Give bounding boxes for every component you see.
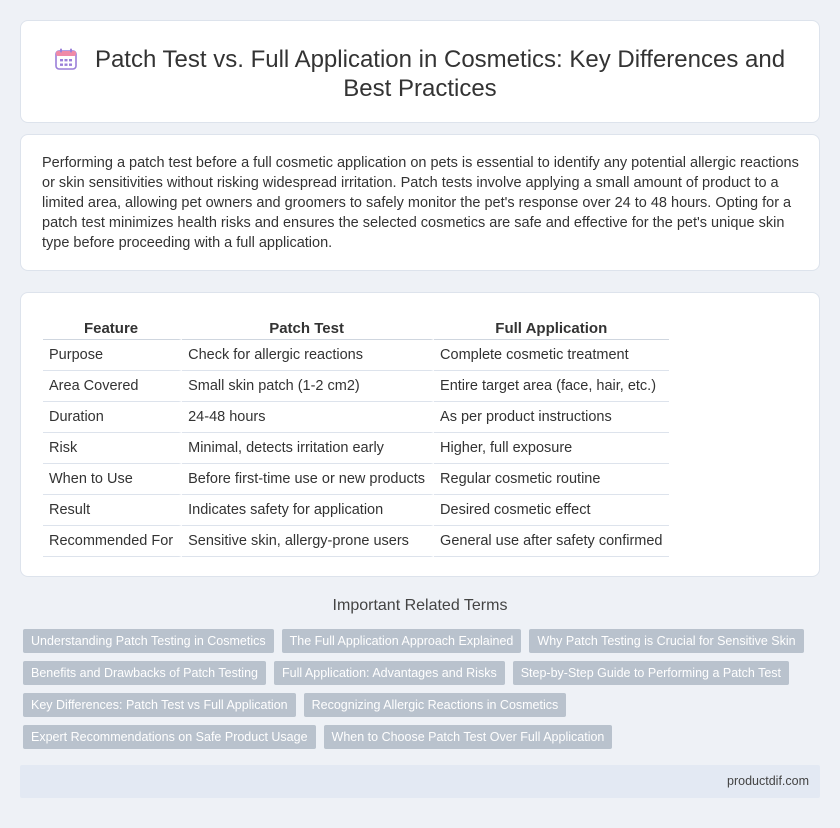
row-full-application: As per product instructions	[434, 402, 668, 433]
row-feature: Result	[43, 495, 182, 526]
table-row	[43, 495, 669, 526]
footer	[20, 765, 820, 798]
row-feature: Area Covered	[43, 371, 182, 402]
row-full-application: Entire target area (face, hair, etc.)	[434, 371, 668, 402]
header-patch-test: Patch Test	[182, 315, 434, 340]
row-feature: When to Use	[43, 464, 182, 495]
row-feature: Risk	[43, 433, 182, 464]
row-full-application: Regular cosmetic routine	[434, 464, 668, 495]
related-term-tag[interactable]: Benefits and Drawbacks of Patch Testing	[23, 661, 266, 685]
page-title	[21, 45, 819, 103]
related-terms-list	[23, 629, 803, 757]
row-full-application: Desired cosmetic effect	[434, 495, 668, 526]
row-full-application: Complete cosmetic treatment	[434, 340, 668, 371]
related-term-tag[interactable]: Key Differences: Patch Test vs Full Application	[23, 693, 296, 717]
row-patch-test: 24-48 hours	[182, 402, 434, 433]
related-term-tag[interactable]: Expert Recommendations on Safe Product Usage	[23, 725, 316, 749]
table-row	[43, 433, 669, 464]
table-header-row	[43, 315, 669, 340]
row-patch-test: Small skin patch (1-2 cm2)	[182, 371, 434, 402]
related-term-tag[interactable]: Understanding Patch Testing in Cosmetics	[23, 629, 274, 653]
tag-row	[23, 629, 803, 653]
related-term-tag[interactable]: The Full Application Approach Explained	[282, 629, 522, 653]
related-term-tag[interactable]: Recognizing Allergic Reactions in Cosmetics	[304, 693, 567, 717]
comparison-table	[43, 315, 669, 557]
table-row	[43, 526, 669, 557]
row-feature: Purpose	[43, 340, 182, 371]
header-full-application: Full Application	[434, 315, 668, 340]
comparison-card	[20, 292, 820, 577]
table-row	[43, 340, 669, 371]
related-terms-heading: Important Related Terms	[332, 597, 508, 614]
row-patch-test: Check for allergic reactions	[182, 340, 434, 371]
tag-row	[23, 661, 803, 685]
table-row	[43, 464, 669, 495]
intro-card	[20, 134, 820, 271]
intro-paragraph: Performing a patch test before a full cosmetic application on pets is essential to identify any potential allergic reactions or skin sensitivities without risking widespread irritation. Patch tests involve applying a small amount of product to a limited area, allowing pet owners and groomers to safely monitor the pet's response over 24 to 48 hours. Opting for a patch test minimizes health risks and ensures the selected cosmetics are safe and effective for the pet's unique skin type before proceeding with a full application.	[42, 155, 799, 251]
table-row	[43, 371, 669, 402]
row-feature: Recommended For	[43, 526, 182, 557]
row-patch-test: Before first-time use or new products	[182, 464, 434, 495]
tag-row	[23, 693, 803, 717]
table-row	[43, 402, 669, 433]
related-term-tag[interactable]: When to Choose Patch Test Over Full Application	[324, 725, 613, 749]
tag-row	[23, 725, 803, 749]
calendar-icon	[55, 48, 77, 70]
page-title-text: Patch Test vs. Full Application in Cosmetics: Key Differences and Best Practices	[94, 46, 786, 102]
related-term-tag[interactable]: Full Application: Advantages and Risks	[274, 661, 505, 685]
related-term-tag[interactable]: Why Patch Testing is Crucial for Sensitive Skin	[529, 629, 803, 653]
row-patch-test: Sensitive skin, allergy-prone users	[182, 526, 434, 557]
footer-site-link[interactable]: productdif.com	[727, 774, 809, 788]
row-feature: Duration	[43, 402, 182, 433]
header-feature: Feature	[43, 315, 182, 340]
header-card	[20, 20, 820, 123]
row-full-application: General use after safety confirmed	[434, 526, 668, 557]
row-patch-test: Minimal, detects irritation early	[182, 433, 434, 464]
row-patch-test: Indicates safety for application	[182, 495, 434, 526]
row-full-application: Higher, full exposure	[434, 433, 668, 464]
related-term-tag[interactable]: Step-by-Step Guide to Performing a Patch Test	[513, 661, 789, 685]
